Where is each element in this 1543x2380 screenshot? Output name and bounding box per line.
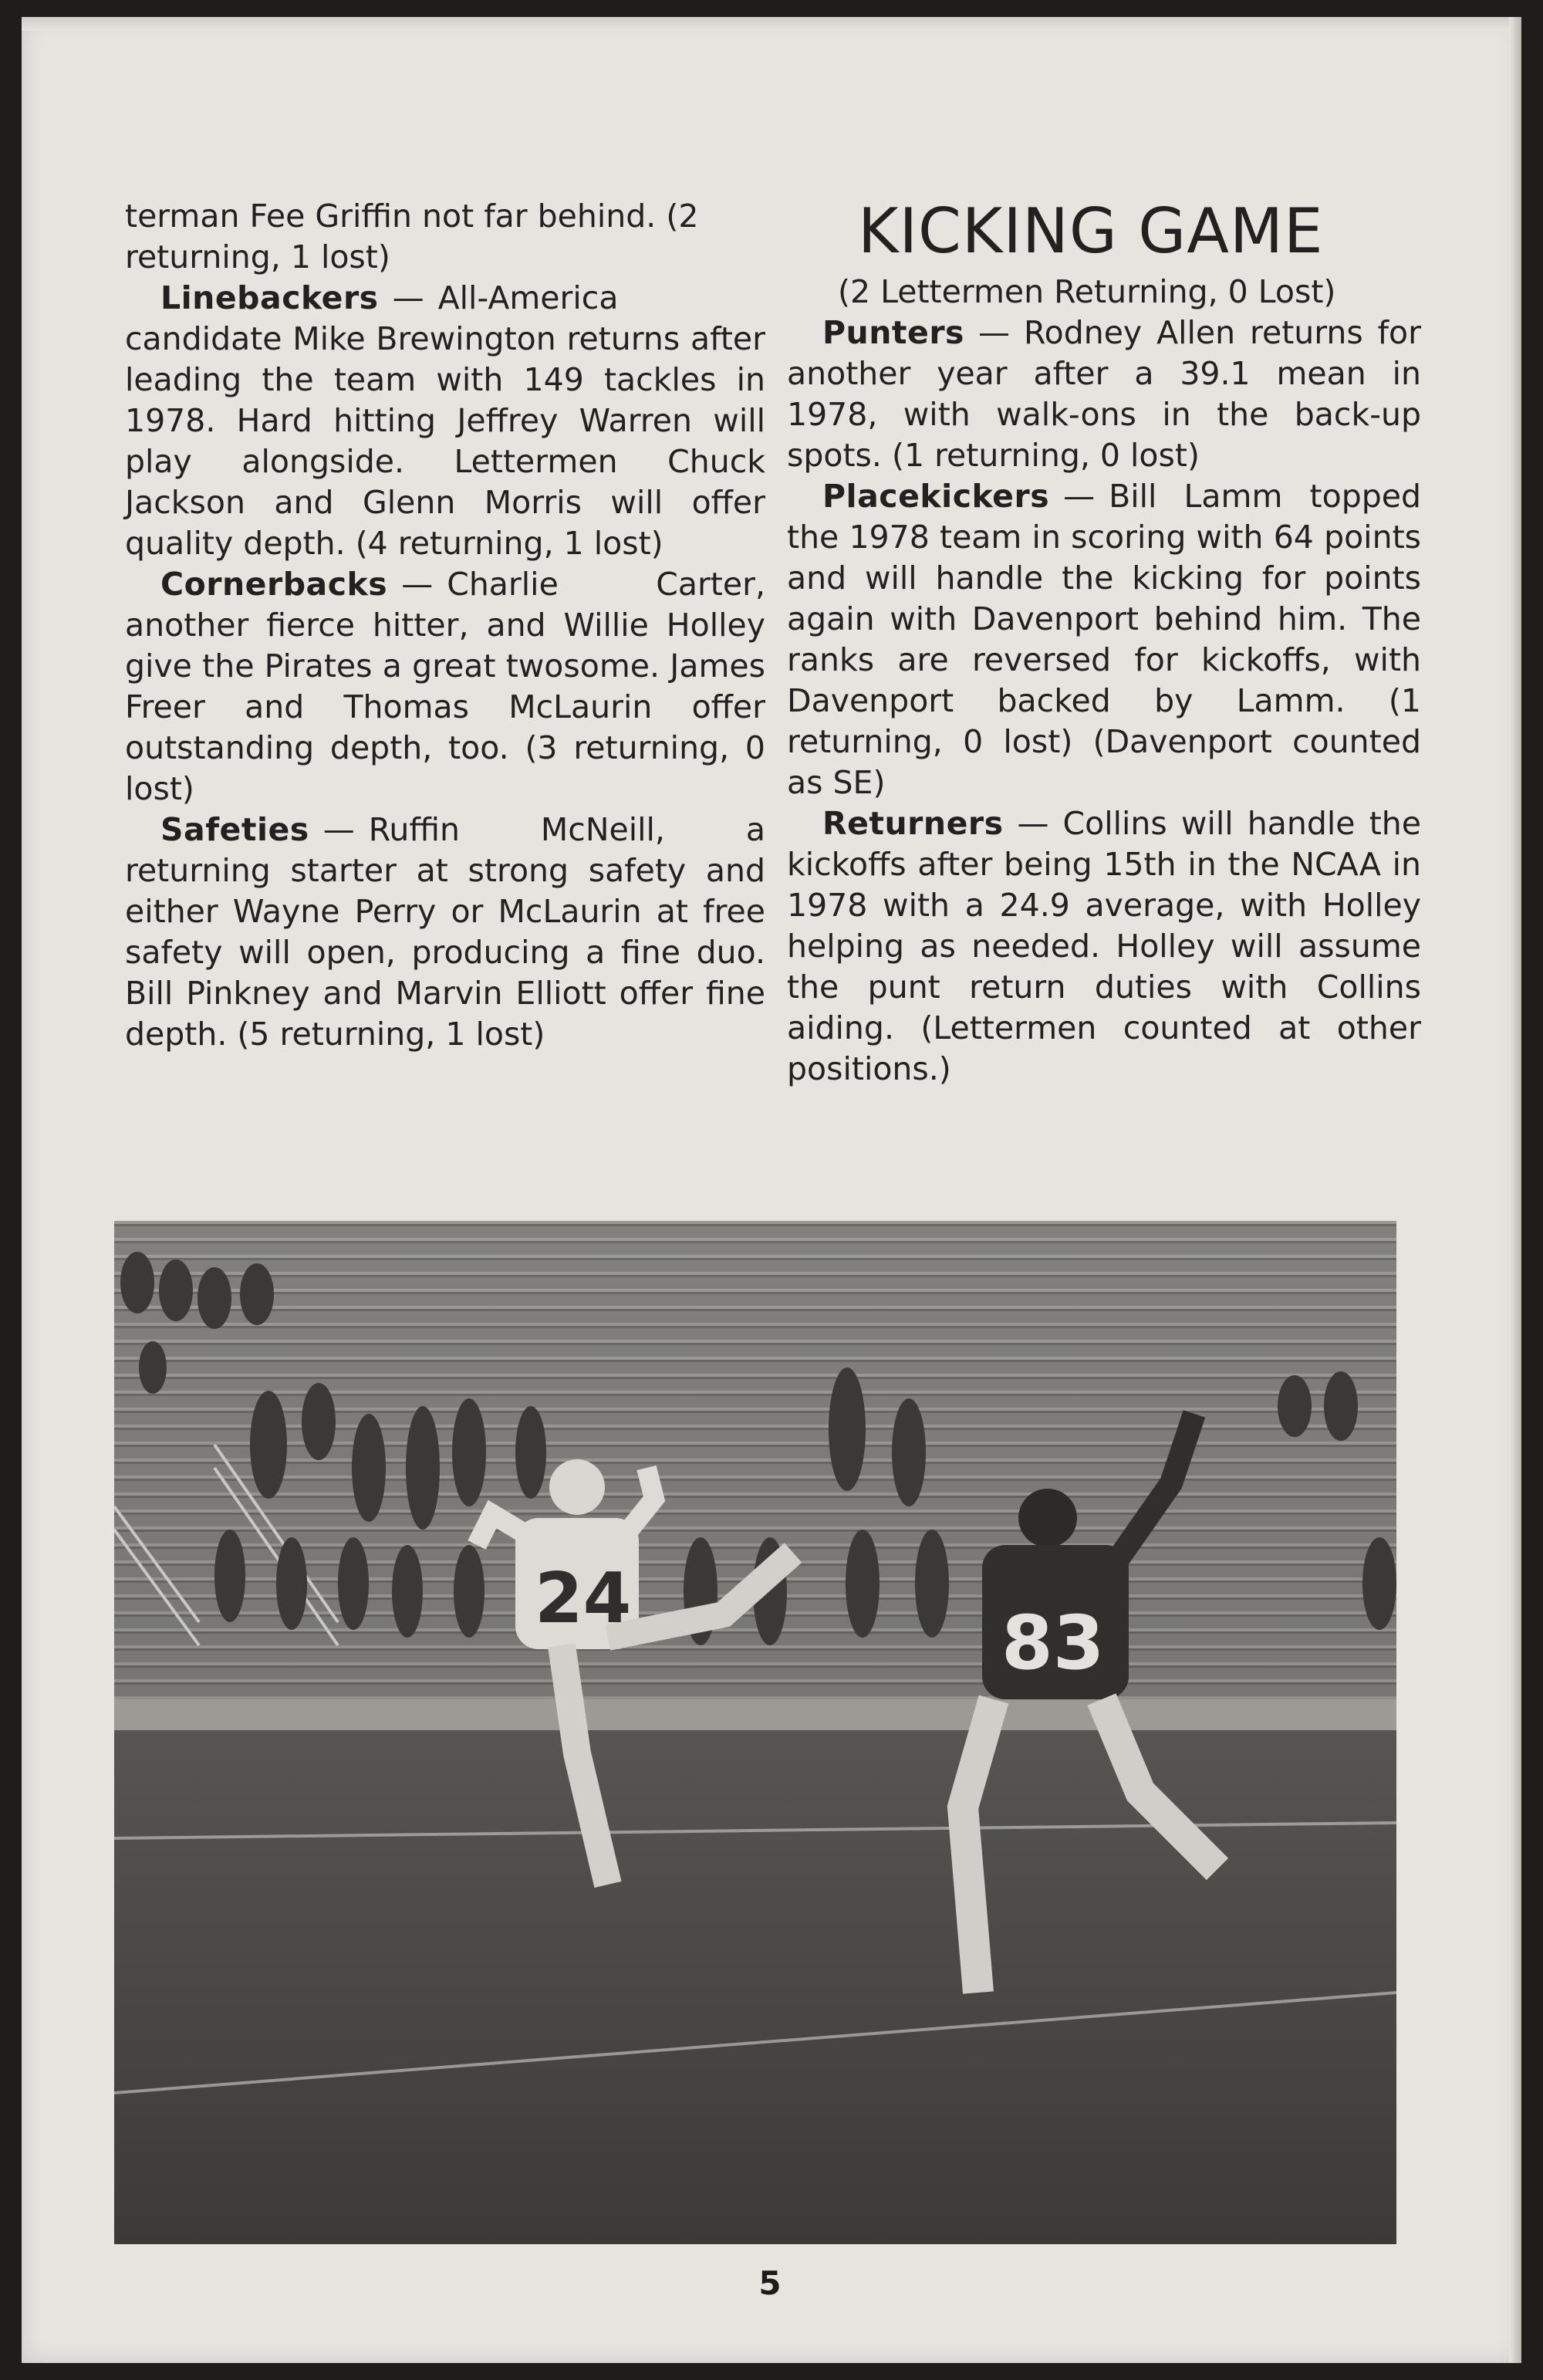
page-top-edge (22, 17, 1521, 31)
football-photo (114, 1221, 1396, 2244)
intro-paragraph: terman Fee Griffin not far behind. (2 returning, 1 lost) (125, 198, 699, 276)
punters-paragraph (787, 313, 1421, 476)
playing-field (114, 1730, 1396, 2244)
stadium-wall (114, 1699, 1396, 1730)
placekickers-paragraph (787, 476, 1421, 803)
linebackers-body: All-America candidate Mike Brewington returns after leading the team with 149 tackles in 1978. Hard hitting Jeffrey Warren will play alongside. Lettermen Chuck Jackson and Glenn Morris will offer quality depth. (4 returning, 1 lost) (125, 279, 765, 562)
page-right-edge (1509, 17, 1521, 2363)
rusher-jersey-number: 83 (1001, 1600, 1105, 1686)
punters-heading: Punters (822, 314, 964, 351)
kicking-game-subtitle: (2 Lettermen Returning, 0 Lost) (838, 273, 1336, 310)
returners-body: Collins will handle the kickoffs after being 15th in the NCAA in 1978 with a 24.9 average, with Holley helping as needed. Holley will assume the punt return duties with Collins aiding. (Lettermen counted at other positions.) (787, 805, 1421, 1087)
em-dash: — (977, 314, 1010, 351)
safeties-heading: Safeties (160, 811, 309, 848)
cornerbacks-heading: Cornerbacks (160, 566, 388, 603)
em-dash: — (322, 811, 355, 848)
left-column (125, 196, 765, 1055)
placekickers-heading: Placekickers (822, 478, 1050, 515)
cornerbacks-body: Charlie Carter, another fierce hitter, and Willie Holley give the Pirates a great twosome. James Freer and Thomas McLaurin offer outstanding depth, too. (3 returning, 0 lost) (125, 566, 765, 807)
placekickers-body: Bill Lamm topped the 1978 team in scoring with 64 points and will handle the kicking for points again with Davenport behind him. The ranks are reversed for kickoffs, with Davenport backed by Lamm. (1 returning, 0 lost) (Davenport counted as SE) (787, 478, 1421, 801)
cornerbacks-paragraph (125, 564, 765, 810)
page-number: 5 (758, 2264, 782, 2302)
em-dash: — (1063, 478, 1096, 515)
em-dash: — (392, 279, 424, 316)
right-column (787, 272, 1421, 1090)
book-page (22, 17, 1521, 2363)
linebackers-paragraph (125, 278, 765, 564)
returners-paragraph (787, 803, 1421, 1090)
photo-illustration (114, 1221, 1396, 2244)
safeties-paragraph (125, 810, 765, 1055)
linebackers-heading: Linebackers (160, 279, 379, 316)
punters-body: Rodney Allen returns for another year after a 39.1 mean in 1978, with walk-ons in the back-up spots. (1 returning, 0 lost) (787, 314, 1421, 474)
em-dash: — (1017, 805, 1049, 842)
kicking-game-title: KICKING GAME (858, 195, 1324, 267)
returners-heading: Returners (822, 805, 1004, 842)
safeties-body: Ruffin McNeill, a returning starter at strong safety and either Wayne Perry or McLaurin at free safety will open, producing a fine duo. Bill Pinkney and Marvin Elliott offer fine depth. (5 returning, 1 lost) (125, 811, 765, 1053)
kicker-jersey-number: 24 (535, 1558, 632, 1639)
em-dash: — (401, 566, 434, 603)
